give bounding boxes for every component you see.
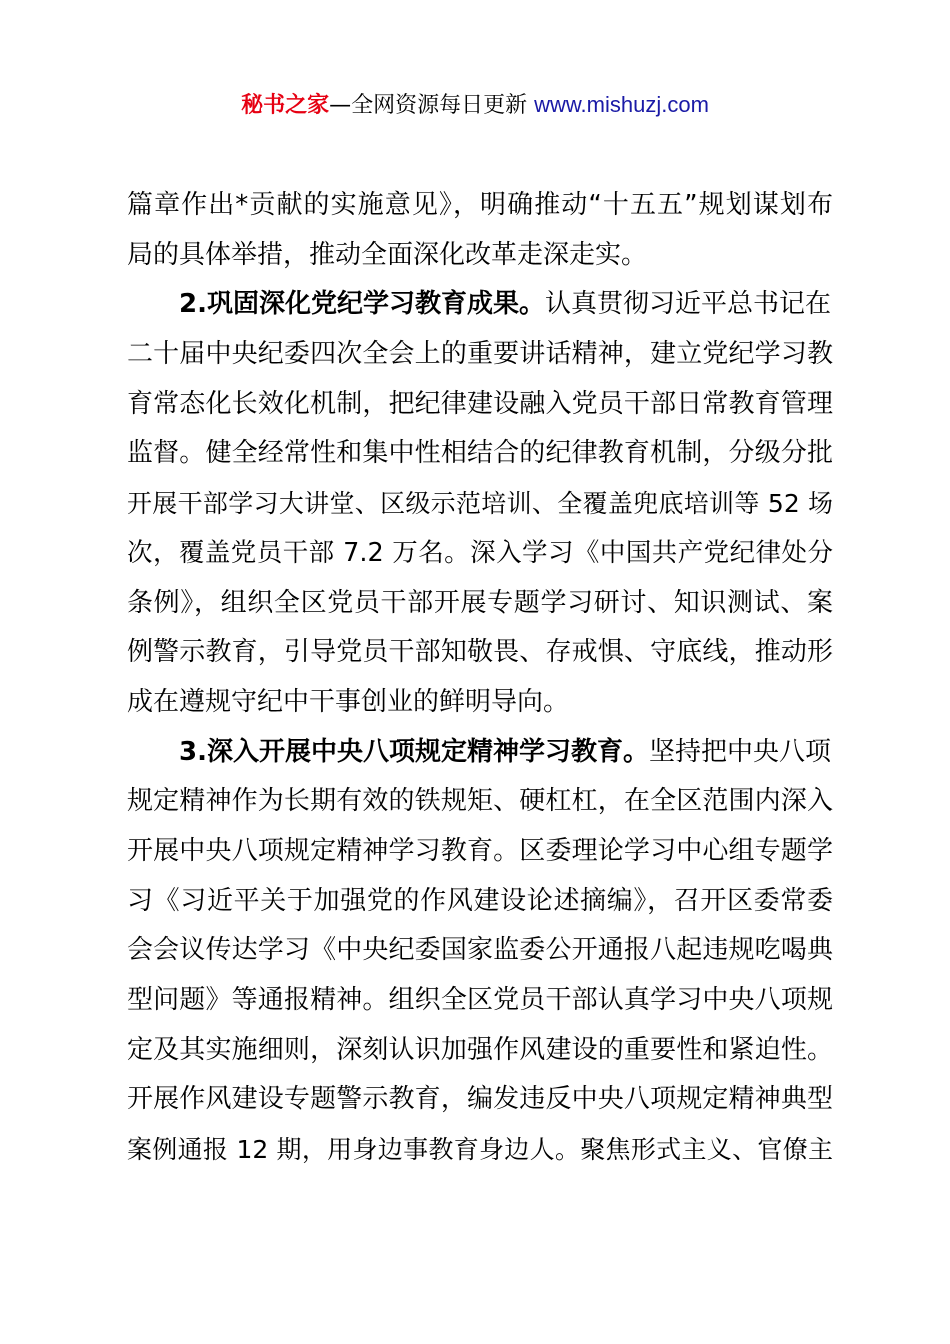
text-line: 监督。健全经常性和集中性相结合的纪律教育机制，分级分批 [127,438,833,469]
text-line: 型问题》等通报精神。组织全区党员干部认真学习中央八项规 [127,985,833,1015]
text-line: 习《习近平关于加强党的作风建设论述摘编》，召开区委常委 [127,885,833,916]
text-line: 开展干部学习大讲堂、区级示范培训、全覆盖兜底培训等 52 场 [127,489,833,519]
section-heading: 2.巩固深化党纪学习教育成果。 [179,289,545,320]
text-line: 条例》，组织全区党员干部开展专题学习研讨、知识测试、案 [127,587,833,618]
text-line: 规定精神作为长期有效的铁规矩、硬杠杠，在全区范围内深入 [127,786,833,817]
text-line: 定及其实施细则，深刻认识加强作风建设的重要性和紧迫性。 [127,1034,833,1065]
text-line: 成在遵规守纪中干事创业的鲜明导向。 [127,686,570,717]
text-line: 认真贯彻习近平总书记在 [544,289,831,320]
text-line: 案例通报 12 期，用身边事教育身边人。聚焦形式主义、官僚主 [127,1135,833,1165]
section-heading-line [127,728,833,778]
section-heading: 3.深入开展中央八项规定精神学习教育。 [179,736,649,767]
text-line: 开展中央八项规定精神学习教育。区委理论学习中心组专题学 [127,835,833,866]
text-line: 篇章作出*贡献的实施意见》，明确推动“十五五”规划谋划布 [127,190,833,220]
site-url[interactable]: www.mishuzj.com [534,92,709,117]
text-line: 坚持把中央八项 [648,736,831,767]
text-line: 次，覆盖党员干部 7.2 万名。深入学习《中国共产党纪律处分 [127,537,833,568]
document-body [127,181,833,1175]
text-line: 会会议传达学习《中央纪委国家监委公开通报八起违规吃喝典 [127,935,833,966]
site-brand: 秘书之家 [241,93,330,118]
text-line: 育常态化长效化机制，把纪律建设融入党员干部日常教育管理 [127,388,833,419]
site-tagline: —全网资源每日更新 [329,93,535,118]
text-line: 局的具体举措，推动全面深化改革走深走实。 [127,239,648,270]
text-line: 开展作风建设专题警示教育，编发违反中央八项规定精神典型 [127,1084,833,1115]
section-heading-line [127,280,833,330]
page-header [0,88,950,123]
text-line: 二十届中央纪委四次全会上的重要讲话精神，建立党纪学习教 [127,339,833,370]
text-line: 例警示教育，引导党员干部知敬畏、存戒惧、守底线，推动形 [127,637,833,668]
